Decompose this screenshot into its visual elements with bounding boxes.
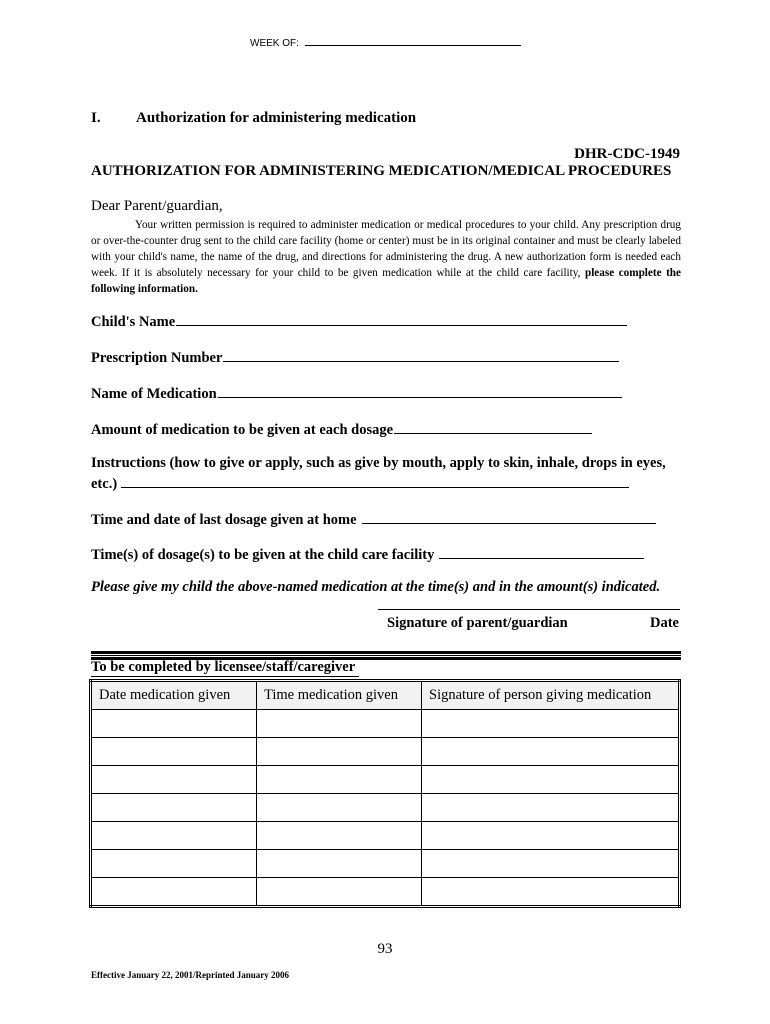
week-of-field [250,36,521,49]
medication-log-table [89,679,681,908]
table-row [91,850,680,878]
consent-statement: Please give my child the above-named medication at the time(s) and in the amount(s) indicated. [91,579,661,595]
time-cell[interactable] [257,850,422,878]
signature-cell[interactable] [422,766,680,794]
signature-cell[interactable] [422,822,680,850]
column-header-date: Date medication given [91,681,257,710]
licensee-heading: To be completed by licensee/staff/caregiver [91,659,356,675]
signature-input-line[interactable] [378,609,680,610]
date-cell[interactable] [91,794,257,822]
page-number: 93 [377,941,393,957]
dosage-times-input-line[interactable] [439,544,644,559]
footer-effective-date: Effective January 22, 2001/Reprinted January 2006 [91,970,289,980]
prescription-number-input-line[interactable] [223,347,619,362]
instructions-field [91,455,666,472]
instructions-label: Instructions (how to give or apply, such as give by mouth, apply to skin, inhale, drops in eyes, [91,455,666,471]
prescription-number-label: Prescription Number [91,350,223,366]
amount-input-line[interactable] [394,419,592,434]
last-dosage-label: Time and date of last dosage given at home [91,512,357,528]
signature-cell[interactable] [422,794,680,822]
date-cell[interactable] [91,710,257,738]
instructions-input-line[interactable] [121,473,629,488]
instructions-field-line2 [91,473,629,493]
medication-name-field [91,383,622,403]
table-header-row [91,681,680,710]
time-cell[interactable] [257,822,422,850]
table-row [91,738,680,766]
greeting: Dear Parent/guardian, [91,198,223,214]
form-title: AUTHORIZATION FOR ADMINISTERING MEDICATION/MEDICAL PROCEDURES [91,163,672,179]
amount-label: Amount of medication to be given at each dosage [91,422,394,438]
prescription-number-field [91,347,619,367]
date-cell[interactable] [91,822,257,850]
time-cell[interactable] [257,878,422,907]
table-row [91,794,680,822]
last-dosage-input-line[interactable] [362,509,656,524]
signature-date-label: Date [650,615,679,631]
time-cell[interactable] [257,766,422,794]
column-header-signature: Signature of person giving medication [422,681,680,710]
date-cell[interactable] [91,850,257,878]
child-name-label: Child's Name [91,314,176,330]
child-name-field [91,311,627,331]
last-dosage-field [91,509,656,529]
time-cell[interactable] [257,738,422,766]
week-of-label: WEEK OF: [250,38,299,49]
table-row [91,710,680,738]
section-number: I. [91,110,101,126]
date-cell[interactable] [91,766,257,794]
table-row [91,878,680,907]
form-id: DHR-CDC-1949 [574,146,680,162]
table-row [91,766,680,794]
table-row [91,822,680,850]
medication-name-input-line[interactable] [218,383,622,398]
instructions-paragraph [91,217,681,297]
time-cell[interactable] [257,794,422,822]
section-title: Authorization for administering medication [136,110,417,126]
paragraph-body: Your written permission is required to administer medication or medical procedures to your child. Any prescription drug or over-the-counter drug sent to the child care facility (home or center) must be in its original container and must be clearly labeled with your child's name, the name of the drug, and directions for administering the drug. A new authorization form is needed each week. If it is absolutely necessary for your child to be given medication while at the child care facility, [91,219,681,279]
dosage-times-label: Time(s) of dosage(s) to be given at the child care facility [91,547,435,563]
medication-name-label: Name of Medication [91,386,217,402]
signature-cell[interactable] [422,738,680,766]
time-cell[interactable] [257,710,422,738]
instructions-label-etc: etc.) [91,476,118,492]
date-cell[interactable] [91,878,257,907]
licensee-heading-underline [91,676,359,677]
amount-field [91,419,592,439]
paragraph-body-bold: please complete the following information. [91,267,681,295]
signature-cell[interactable] [422,850,680,878]
signature-label: Signature of parent/guardian [387,615,568,631]
week-of-input-line[interactable] [305,36,521,46]
dosage-times-field [91,544,644,564]
column-header-time: Time medication given [257,681,422,710]
signature-cell[interactable] [422,710,680,738]
signature-cell[interactable] [422,878,680,907]
child-name-input-line[interactable] [176,311,627,326]
date-cell[interactable] [91,738,257,766]
